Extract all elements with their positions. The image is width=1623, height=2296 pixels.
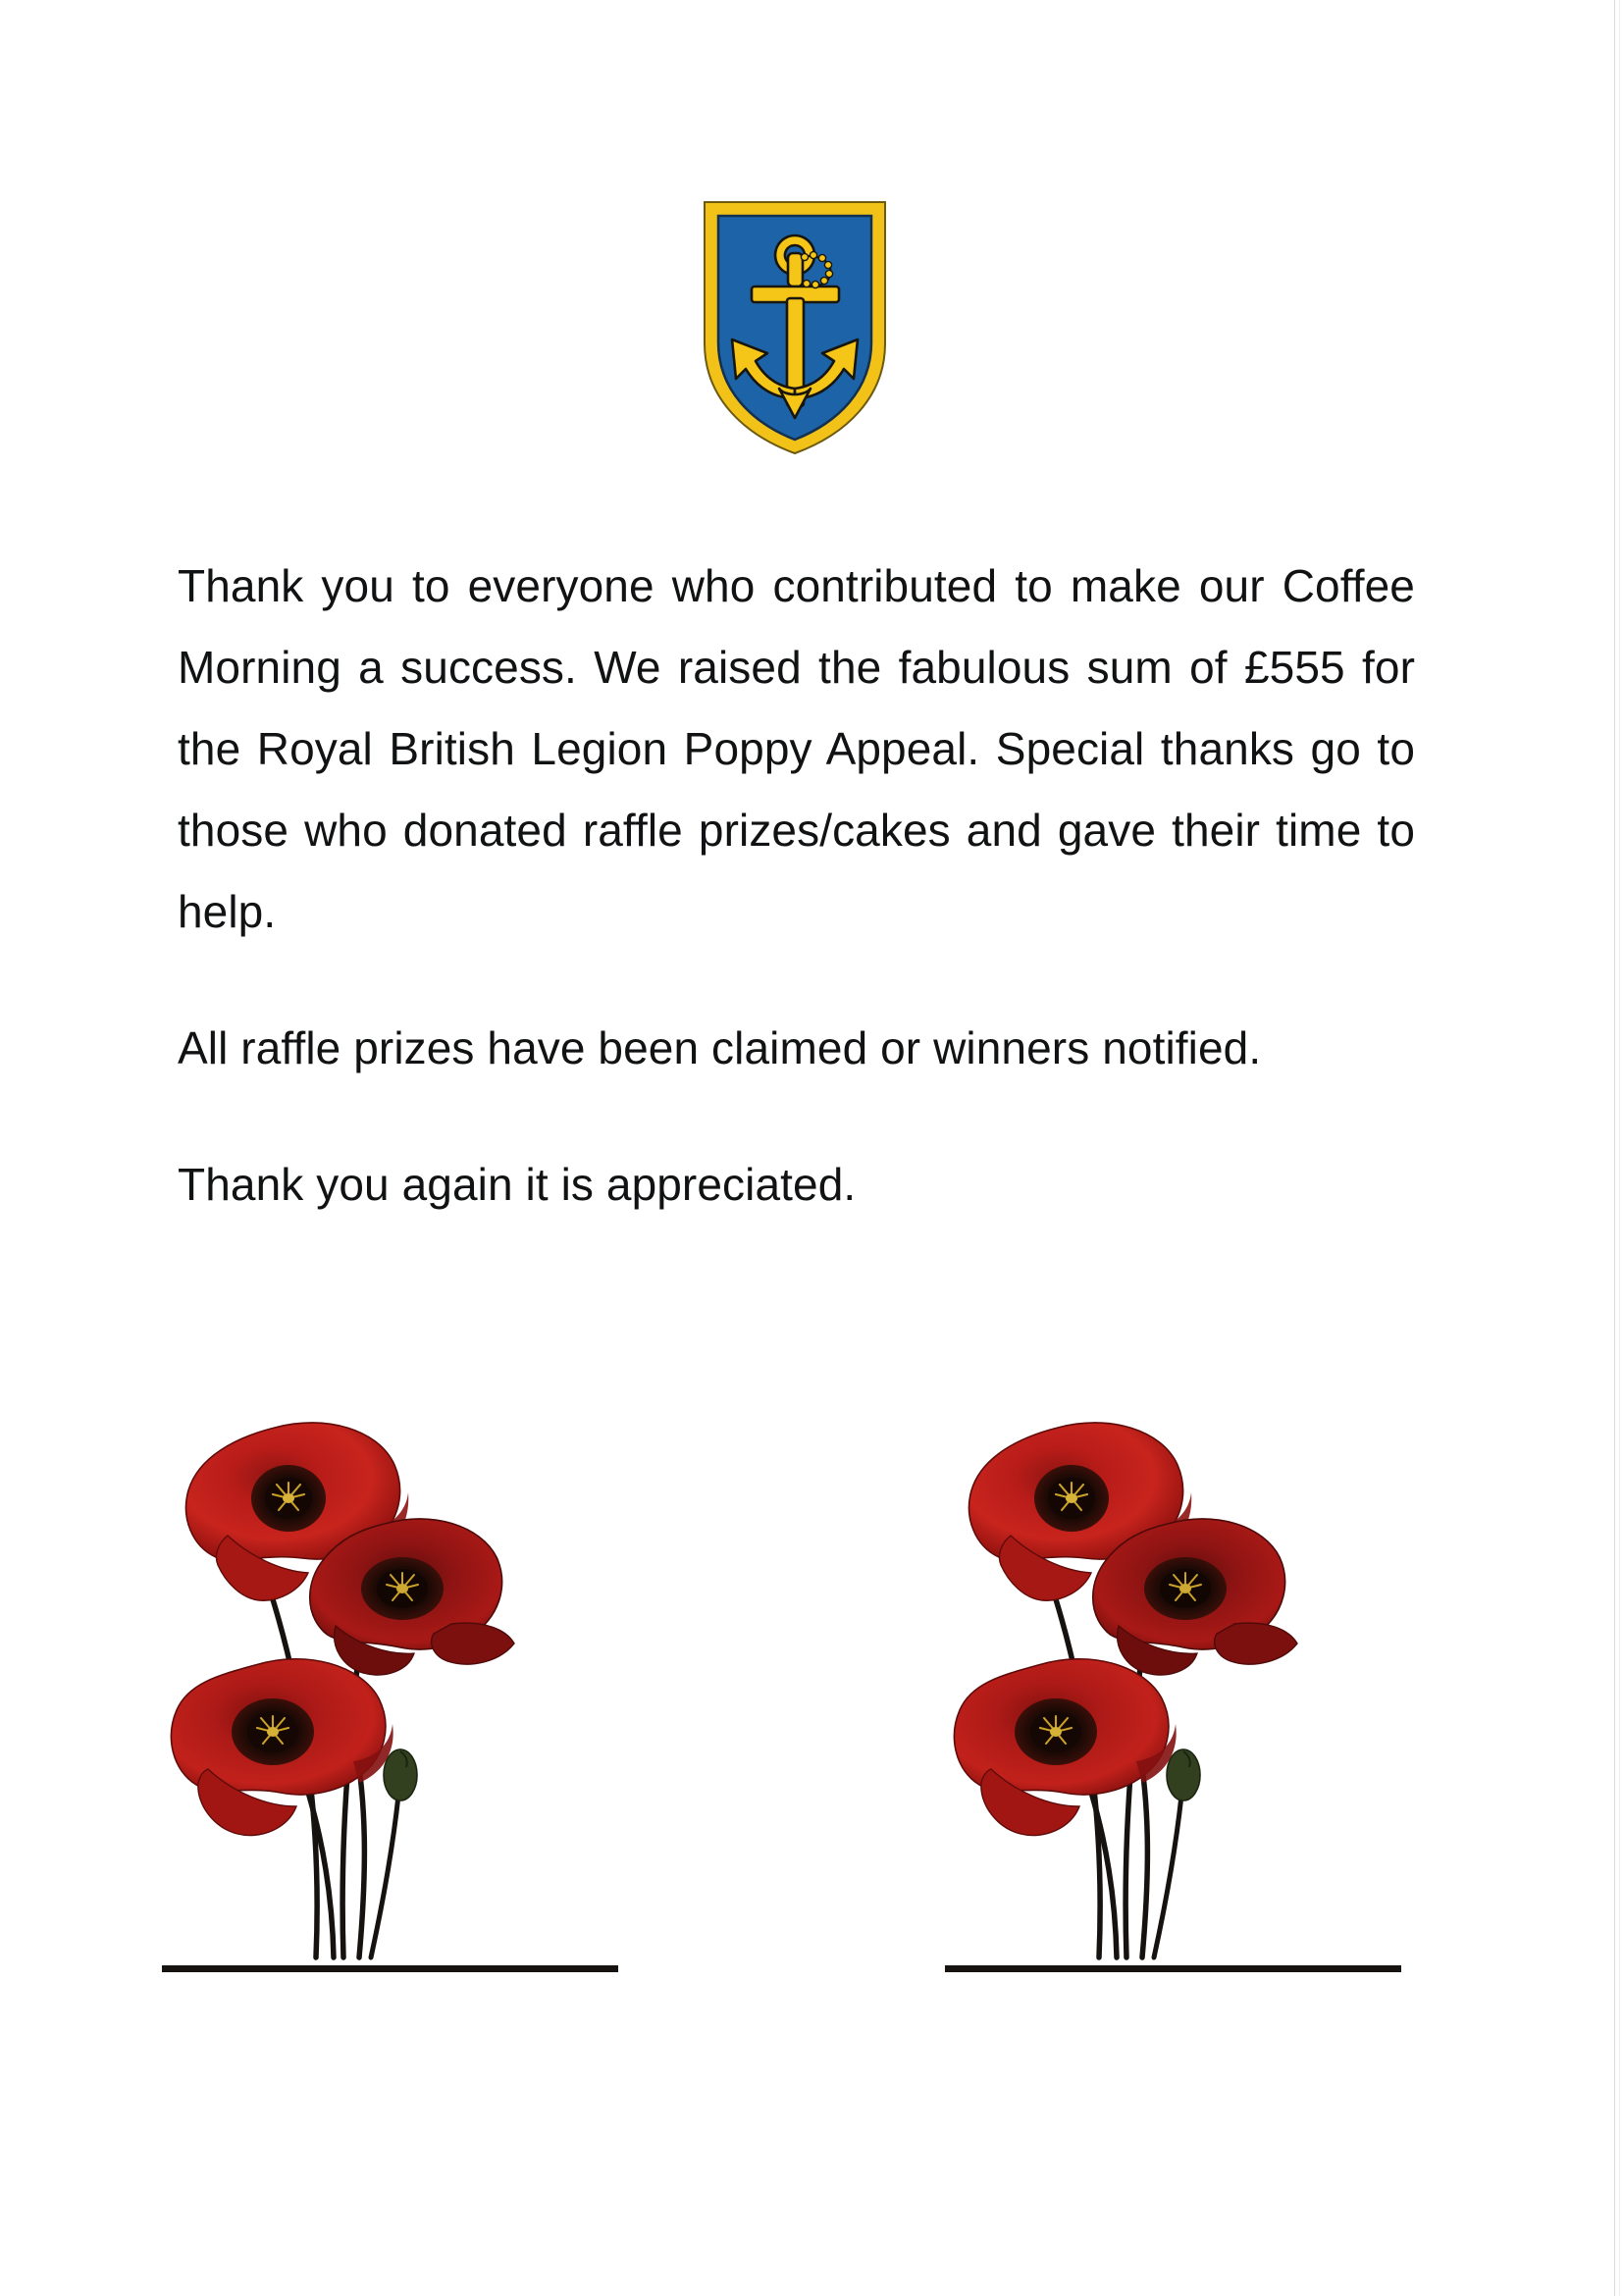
poppy-flower-middle-right	[310, 1519, 514, 1675]
poppy-flower-middle-right	[1093, 1519, 1297, 1675]
poppy-flower-bottom-left	[954, 1659, 1176, 1836]
scan-edge-line-outer	[1619, 0, 1620, 2296]
scan-edge-line	[1614, 0, 1615, 2296]
paragraph-thank-you-again: Thank you again it is appreciated.	[178, 1159, 857, 1210]
paragraph-raffle-prizes-claimed: All raffle prizes have been claimed or winners notified.	[178, 1022, 1262, 1073]
letter-body	[178, 546, 1415, 1226]
poppy-bud	[384, 1749, 417, 1800]
poppy-flower-bottom-left	[171, 1659, 393, 1836]
ground-line	[162, 1965, 618, 1972]
poppy-bud	[1167, 1749, 1200, 1800]
ground-line	[945, 1965, 1401, 1972]
poppy-cluster-left	[157, 1408, 618, 1982]
paragraph-thank-you-coffee-morning: Thank you to everyone who contributed to make our Coffee Morning a success. We raised the fabulous sum of £555 for the Royal British Legion Poppy Appeal. Special thanks go to those who donated raffle prizes/cakes and gave their time to help.	[178, 560, 1415, 937]
naval-anchor-shield-badge	[699, 196, 891, 457]
poppy-cluster-right	[940, 1408, 1401, 1982]
